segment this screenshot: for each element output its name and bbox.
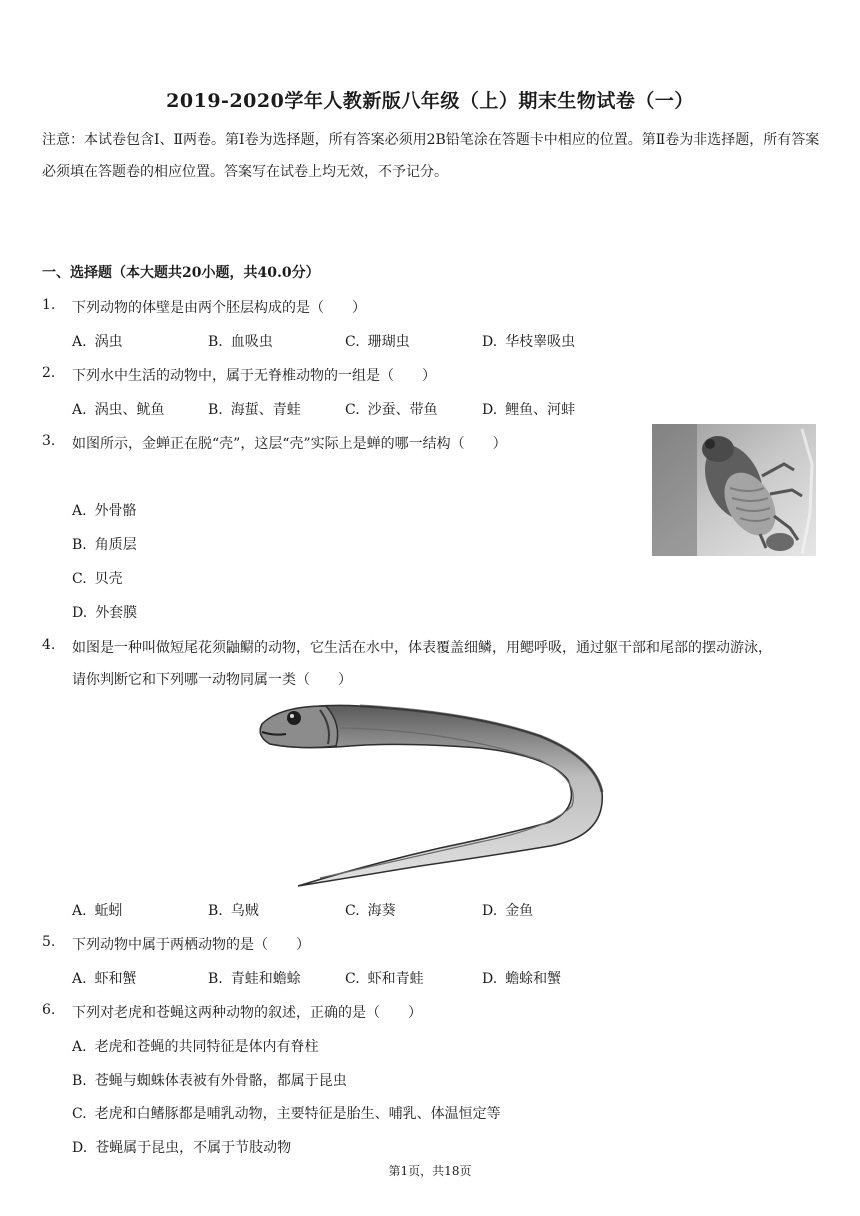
question-text: 下列动物的体壁是由两个胚层构成的是（ ） bbox=[72, 300, 366, 316]
question-number: 1. bbox=[42, 297, 56, 313]
question-text: 下列动物中属于两栖动物的是（ ） bbox=[72, 937, 310, 953]
option-d: D. 外套膜 bbox=[72, 605, 138, 621]
option-a: A. 涡虫 bbox=[72, 334, 123, 350]
fish-image bbox=[250, 696, 610, 888]
option-b: B. 苍蝇与蜘蛛体表被有外骨骼，都属于昆虫 bbox=[72, 1073, 347, 1089]
option-c: C. 海葵 bbox=[345, 903, 396, 919]
option-c: C. 虾和青蛙 bbox=[345, 971, 424, 987]
question-number: 3. bbox=[42, 433, 56, 449]
option-a: A. 涡虫、鱿鱼 bbox=[72, 402, 165, 418]
option-a: A. 外骨骼 bbox=[72, 503, 137, 519]
question-text: 下列对老虎和苍蝇这两种动物的叙述，正确的是（ ） bbox=[72, 1005, 422, 1021]
exam-instructions: 注意：本试卷包含Ⅰ、Ⅱ两卷。第Ⅰ卷为选择题，所有答案必须用2B铅笔涂在答题卡中相应的位置。第Ⅱ卷为非选择题，所有答案必须填在答题卷的相应位置。答案写在试卷上均无效，不予记分。 bbox=[42, 132, 820, 180]
question-number: 6. bbox=[42, 1002, 56, 1018]
question-text-continued: 请你判断它和下列哪一动物同属一类（ ） bbox=[72, 672, 352, 688]
question-number: 5. bbox=[42, 934, 56, 950]
section-heading: 一、选择题（本大题共20小题，共40.0分） bbox=[42, 265, 320, 281]
option-b: B. 海蜇、青蛙 bbox=[208, 402, 301, 418]
option-d: D. 蟾蜍和蟹 bbox=[482, 971, 562, 987]
option-c: C. 老虎和白鳍豚都是哺乳动物，主要特征是胎生、哺乳、体温恒定等 bbox=[72, 1106, 501, 1122]
option-a: A. 老虎和苍蝇的共同特征是体内有脊柱 bbox=[72, 1039, 319, 1055]
option-b: B. 血吸虫 bbox=[208, 334, 273, 350]
option-c: C. 沙蚕、带鱼 bbox=[345, 402, 438, 418]
question-text: 如图所示，金蝉正在脱“壳”，这层“壳”实际上是蝉的哪一结构（ ） bbox=[72, 436, 507, 452]
exam-title: 2019-2020学年人教新版八年级（上）期末生物试卷（一） bbox=[166, 90, 694, 112]
option-d: D. 鲤鱼、河蚌 bbox=[482, 402, 576, 418]
question-number: 2. bbox=[42, 365, 56, 381]
question-number: 4. bbox=[42, 637, 56, 653]
option-c: C. 珊瑚虫 bbox=[345, 334, 410, 350]
option-a: A. 虾和蟹 bbox=[72, 971, 137, 987]
option-b: B. 乌贼 bbox=[208, 903, 259, 919]
question-text: 下列水中生活的动物中，属于无脊椎动物的一组是（ ） bbox=[72, 368, 436, 384]
cicada-molting-image bbox=[652, 424, 816, 556]
option-d: D. 华枝睾吸虫 bbox=[482, 334, 576, 350]
option-a: A. 蚯蚓 bbox=[72, 903, 123, 919]
page-footer: 第1页，共18页 bbox=[388, 1164, 472, 1178]
option-b: B. 青蛙和蟾蜍 bbox=[208, 971, 301, 987]
question-text: 如图是一种叫做短尾花须鼬鳚的动物，它生活在水中，体表覆盖细鳞，用鳃呼吸，通过躯干部和尾部的摆动游泳， bbox=[72, 640, 772, 656]
option-b: B. 角质层 bbox=[72, 537, 137, 553]
option-d: D. 苍蝇属于昆虫，不属于节肢动物 bbox=[72, 1140, 292, 1156]
option-d: D. 金鱼 bbox=[482, 903, 534, 919]
option-c: C. 贝壳 bbox=[72, 571, 123, 587]
